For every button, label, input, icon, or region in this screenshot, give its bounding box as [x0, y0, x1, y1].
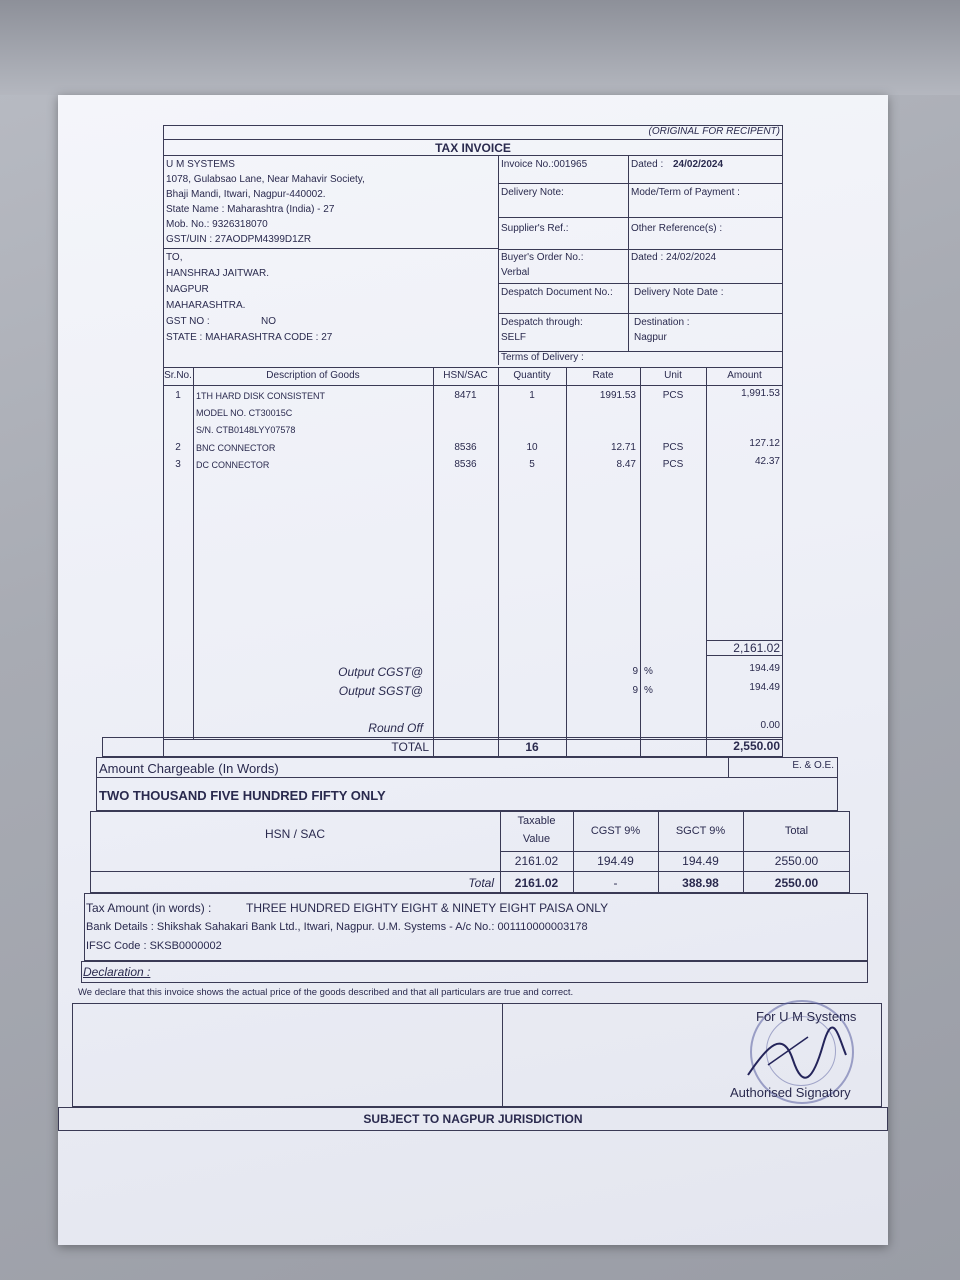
- despatch-through-value: SELF: [501, 332, 527, 343]
- buyer-state: MAHARASHTRA.: [166, 300, 246, 311]
- seller-state: State Name : Maharashtra (India) - 27: [166, 204, 335, 215]
- item-quantity: 5: [529, 459, 535, 470]
- cgst-label: Output CGST@: [338, 665, 423, 679]
- item-description: MODEL NO. CT30015C: [196, 408, 293, 418]
- invoice-paper: [58, 95, 888, 1245]
- amount-in-words: TWO THOUSAND FIVE HUNDRED FIFTY ONLY: [99, 788, 386, 803]
- tax-sum-sgst: 388.98: [682, 876, 719, 890]
- buyer-city: NAGPUR: [166, 284, 209, 295]
- taxable-label-1: Taxable: [517, 815, 556, 827]
- invoice-dated-label: Dated :: [631, 159, 664, 170]
- cgst-percent: %: [644, 666, 653, 677]
- seller-gstin: GST/UIN : 27AODPM4399D1ZR: [166, 234, 312, 245]
- total-amount: 2,550.00: [733, 739, 780, 753]
- col-unit: Unit: [664, 370, 682, 381]
- seller-address-1: 1078, Gulabsao Lane, Near Mahavir Society,: [166, 174, 365, 185]
- total-label: TOTAL: [391, 740, 429, 754]
- item-quantity: 1: [529, 390, 535, 401]
- terms-of-delivery: Terms of Delivery :: [501, 352, 584, 363]
- item-sr: 1: [175, 390, 181, 401]
- item-description: 1TH HARD DISK CONSISTENT: [196, 391, 326, 401]
- seller-name: U M SYSTEMS: [166, 159, 235, 170]
- buyer-to: TO,: [166, 252, 183, 263]
- buyer-order-value: Verbal: [501, 267, 530, 278]
- total-col-label: Total: [784, 825, 809, 837]
- invoice-number: Invoice No.:001965: [501, 159, 588, 170]
- order-dated: Dated : 24/02/2024: [631, 252, 717, 263]
- copy-label: (ORIGINAL FOR RECIPENT): [648, 126, 780, 137]
- item-description: BNC CONNECTOR: [196, 443, 276, 453]
- total-quantity: 16: [525, 740, 539, 754]
- sgst-amount: 194.49: [749, 682, 780, 693]
- other-reference: Other Reference(s) :: [631, 223, 723, 234]
- item-description: DC CONNECTOR: [196, 460, 270, 470]
- handwritten-signature: [738, 1025, 848, 1085]
- tax-words-label: Tax Amount (in words) :: [86, 901, 212, 915]
- tax-invoice: [78, 125, 868, 1170]
- buyer-order-no: Buyer's Order No.:: [501, 252, 584, 263]
- cgst-amount: 194.49: [749, 663, 780, 674]
- jurisdiction: SUBJECT TO NAGPUR JURISDICTION: [363, 1112, 583, 1126]
- buyer-state-code: STATE : MAHARASHTRA CODE : 27: [166, 332, 333, 343]
- eoe-label: E. & O.E.: [792, 760, 834, 771]
- tax-row-taxable: 2161.02: [514, 854, 559, 868]
- destination-value: Nagpur: [634, 332, 667, 343]
- subtotal-amount: 2,161.02: [733, 641, 780, 655]
- invoice-dated-value: 24/02/2024: [673, 159, 724, 170]
- tax-sum-total: 2550.00: [774, 876, 819, 890]
- tax-row-cgst: 194.49: [597, 854, 634, 868]
- tax-row-sgst: 194.49: [682, 854, 719, 868]
- tax-sum-taxable: 2161.02: [514, 876, 559, 890]
- sgst-percent: %: [644, 685, 653, 696]
- despatch-through: Despatch through:: [501, 317, 583, 328]
- item-amount: 42.37: [754, 456, 780, 467]
- despatch-document: Despatch Document No.:: [501, 287, 613, 298]
- col-rate: Rate: [592, 370, 614, 381]
- bank-details: Bank Details : Shikshak Sahakari Bank Ltd., Itwari, Nagpur. U.M. Systems - A/c No.: 001110000003178: [86, 921, 588, 933]
- item-hsn: 8536: [454, 442, 477, 453]
- buyer-name: HANSHRAJ JAITWAR.: [166, 268, 269, 279]
- sgst-label: Output SGST@: [338, 684, 423, 698]
- col-hsn: HSN/SAC: [443, 370, 488, 381]
- item-hsn: 8471: [454, 390, 477, 401]
- item-amount: 1,991.53: [741, 388, 780, 399]
- amount-words-label: Amount Chargeable (In Words): [99, 761, 279, 776]
- for-company: For U M Systems: [756, 1009, 857, 1024]
- col-sr: Sr.No.: [164, 370, 192, 381]
- tax-sum-cgst: -: [613, 876, 618, 890]
- item-hsn: 8536: [454, 459, 477, 470]
- item-description: S/N. CTB0148LYY07578: [196, 425, 296, 435]
- mode-of-payment: Mode/Term of Payment :: [631, 187, 740, 198]
- tax-amount-words: THREE HUNDRED EIGHTY EIGHT & NINETY EIGHT PAISA ONLY: [246, 901, 609, 915]
- taxable-label-2: Value: [522, 833, 551, 845]
- buyer-gst-value: NO: [261, 316, 276, 327]
- supplier-ref: Supplier's Ref.:: [501, 223, 569, 234]
- item-rate: 12.71: [610, 442, 636, 453]
- seller-address-2: Bhaji Mandi, Itwari, Nagpur-440002.: [166, 189, 326, 200]
- round-off-label: Round Off: [368, 721, 423, 735]
- item-unit: PCS: [662, 459, 684, 470]
- item-amount: 127.12: [749, 438, 780, 449]
- tax-sum-label: Total: [468, 876, 494, 890]
- item-unit: PCS: [662, 442, 684, 453]
- item-sr: 3: [175, 459, 181, 470]
- cgst-col-label: CGST 9%: [590, 825, 641, 837]
- declaration-box: [81, 961, 868, 983]
- declaration-text: We declare that this invoice shows the actual price of the goods described and that all particulars are true and correct.: [78, 987, 574, 998]
- invoice-title: TAX INVOICE: [435, 141, 511, 155]
- authorised-signatory: Authorised Signatory: [730, 1085, 851, 1100]
- declaration-label: Declaration :: [83, 965, 151, 979]
- item-unit: PCS: [662, 390, 684, 401]
- col-amount: Amount: [727, 370, 762, 381]
- delivery-note: Delivery Note:: [501, 187, 564, 198]
- seller-mobile: Mob. No.: 9326318070: [166, 219, 268, 230]
- buyer-gst-label: GST NO :: [166, 316, 210, 327]
- item-rate: 1991.53: [599, 390, 636, 401]
- item-quantity: 10: [526, 442, 538, 453]
- item-sr: 2: [175, 442, 181, 453]
- col-quantity: Quantity: [513, 370, 551, 381]
- round-off-amount: 0.00: [760, 720, 780, 731]
- tax-row-total: 2550.00: [774, 854, 819, 868]
- desk-background: [0, 0, 960, 95]
- destination: Destination :: [634, 317, 690, 328]
- col-description: Description of Goods: [266, 370, 360, 381]
- cgst-rate: 9: [632, 666, 638, 677]
- sgst-rate: 9: [632, 685, 638, 696]
- sgst-col-label: SGCT 9%: [675, 825, 726, 837]
- ifsc-code: IFSC Code : SKSB0000002: [86, 940, 222, 952]
- delivery-note-date: Delivery Note Date :: [634, 287, 724, 298]
- item-rate: 8.47: [616, 459, 636, 470]
- tax-hsn-label: HSN / SAC: [264, 827, 325, 841]
